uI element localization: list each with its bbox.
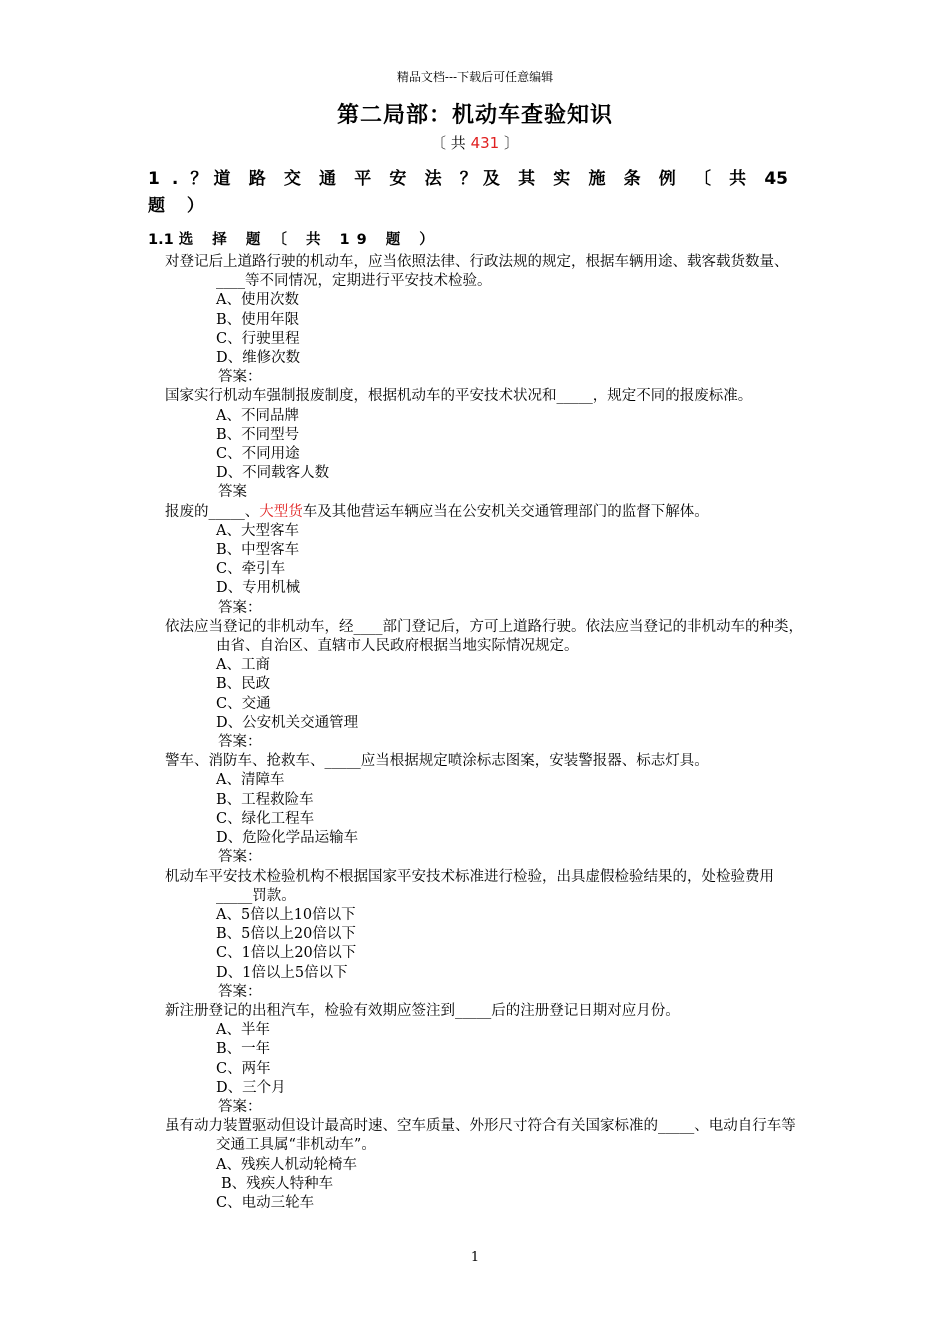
answer-option: B、一年	[216, 1041, 271, 1058]
answer-option: A、使用次数	[216, 292, 299, 309]
answer-option: C、1倍以上20倍以下	[216, 945, 357, 962]
answer-label: 答案：	[218, 849, 262, 866]
answer-option: D、1倍以上5倍以下	[216, 964, 348, 981]
answer-option: A、5倍以上10倍以下	[216, 906, 356, 923]
question-item	[165, 752, 805, 867]
page-header: 精品文档---下载后可任意编辑	[396, 70, 554, 84]
section-heading-line1: 1 . ？道 路 交 通 平 安 法 ？及 其 实 施 条 例 〔 共 45	[148, 169, 788, 189]
answer-option: C、电动三轮车	[216, 1194, 315, 1211]
answer-option: A、不同品牌	[216, 407, 299, 424]
answer-option: C、绿化工程车	[216, 810, 315, 827]
page-title: 第二局部：机动车查验知识	[336, 103, 613, 128]
answer-option: D、维修次数	[216, 350, 301, 367]
question-stem-pre: 报废的_____、	[165, 503, 260, 520]
question-stem: 虽有动力装置驱动但设计最高时速、空车质量、外形尺寸符合有关国家标准的_____、电动自行车等交通工具属“非机动车”。	[165, 1118, 796, 1154]
subsection-heading	[148, 228, 441, 249]
question-item	[165, 253, 805, 387]
answer-option: A、半年	[216, 1022, 270, 1039]
answer-option: D、三个月	[216, 1079, 286, 1096]
answer-option: A、残疾人机动轮椅车	[216, 1156, 357, 1173]
question-item	[165, 868, 805, 1002]
question-stem-red: 大型货	[259, 503, 303, 520]
answer-option: D、专用机械	[216, 580, 301, 597]
answer-option: B、使用年限	[216, 311, 300, 328]
page-number: 1	[470, 1250, 480, 1265]
answer-option: D、不同载客人数	[216, 465, 330, 482]
answer-option: A、大型客车	[216, 522, 299, 539]
answer-option: C、交通	[216, 695, 271, 712]
answer-option: A、工商	[216, 657, 270, 674]
answer-option: D、公安机关交通管理	[216, 714, 359, 731]
question-stem: 依法应当登记的非机动车，经____部门登记后，方可上道路行驶。依法应当登记的非机动车的种类，由省、自治区、直辖市人民政府根据当地实际情况规定。	[165, 618, 803, 655]
answer-option: B、残疾人特种车	[221, 1175, 334, 1192]
answer-option: D、危险化学品运输车	[216, 830, 359, 847]
section-heading-line2: 题 ）	[148, 196, 212, 216]
answer-option: B、民政	[216, 676, 271, 693]
subsection-number: 1.1	[148, 232, 174, 248]
question-item	[165, 618, 805, 752]
answer-option: C、牵引车	[216, 561, 286, 578]
question-item	[165, 1117, 805, 1213]
question-stem: 警车、消防车、抢救车、_____应当根据规定喷涂标志图案，安装警报器、标志灯具。	[165, 753, 709, 770]
answer-option: C、行驶里程	[216, 330, 300, 347]
question-stem: 国家实行机动车强制报废制度，根据机动车的平安技术状况和_____，规定不同的报废标准。	[165, 388, 753, 405]
answer-label: 答案	[218, 484, 247, 501]
question-stem: 新注册登记的出租汽车，检验有效期应签注到_____后的注册登记日期对应月份。	[165, 1002, 680, 1019]
answer-label: 答案：	[218, 1098, 262, 1115]
answer-option: C、不同用途	[216, 446, 300, 463]
answer-label: 答案：	[218, 983, 262, 1000]
subtitle-post: 〕	[499, 134, 519, 152]
question-stem: 机动车平安技术检验机构不根据国家平安技术标准进行检验，出具虚假检验结果的，处检验费用_____罚款。	[165, 868, 774, 904]
subsection-count: 〔 共 19 题 ）	[272, 232, 441, 248]
subsection-label: 选 择 题	[178, 232, 268, 248]
answer-option: A、清障车	[216, 772, 285, 789]
question-list	[165, 253, 805, 1213]
answer-option: B、中型客车	[216, 542, 300, 559]
answer-option: B、5倍以上20倍以下	[216, 926, 356, 943]
answer-label: 答案：	[218, 734, 262, 751]
answer-label: 答案：	[218, 599, 262, 616]
question-stem: 对登记后上道路行驶的机动车，应当依照法律、行政法规的规定，根据车辆用途、载客载货数量、____等不同情况，定期进行平安技术检验。	[165, 254, 789, 290]
question-item	[165, 387, 805, 502]
answer-option: B、不同型号	[216, 426, 300, 443]
answer-option: C、两年	[216, 1060, 271, 1077]
question-count: 431	[470, 134, 500, 152]
answer-option: B、工程救险车	[216, 791, 314, 808]
page-subtitle	[0, 132, 950, 153]
subtitle-pre: 〔 共	[431, 134, 471, 152]
question-item	[165, 503, 805, 618]
question-stem	[165, 503, 805, 522]
answer-label: 答案：	[218, 369, 262, 386]
question-stem-post: 车及其他营运车辆应当在公安机关交通管理部门的监督下解体。	[302, 503, 709, 520]
question-item	[165, 1002, 805, 1117]
